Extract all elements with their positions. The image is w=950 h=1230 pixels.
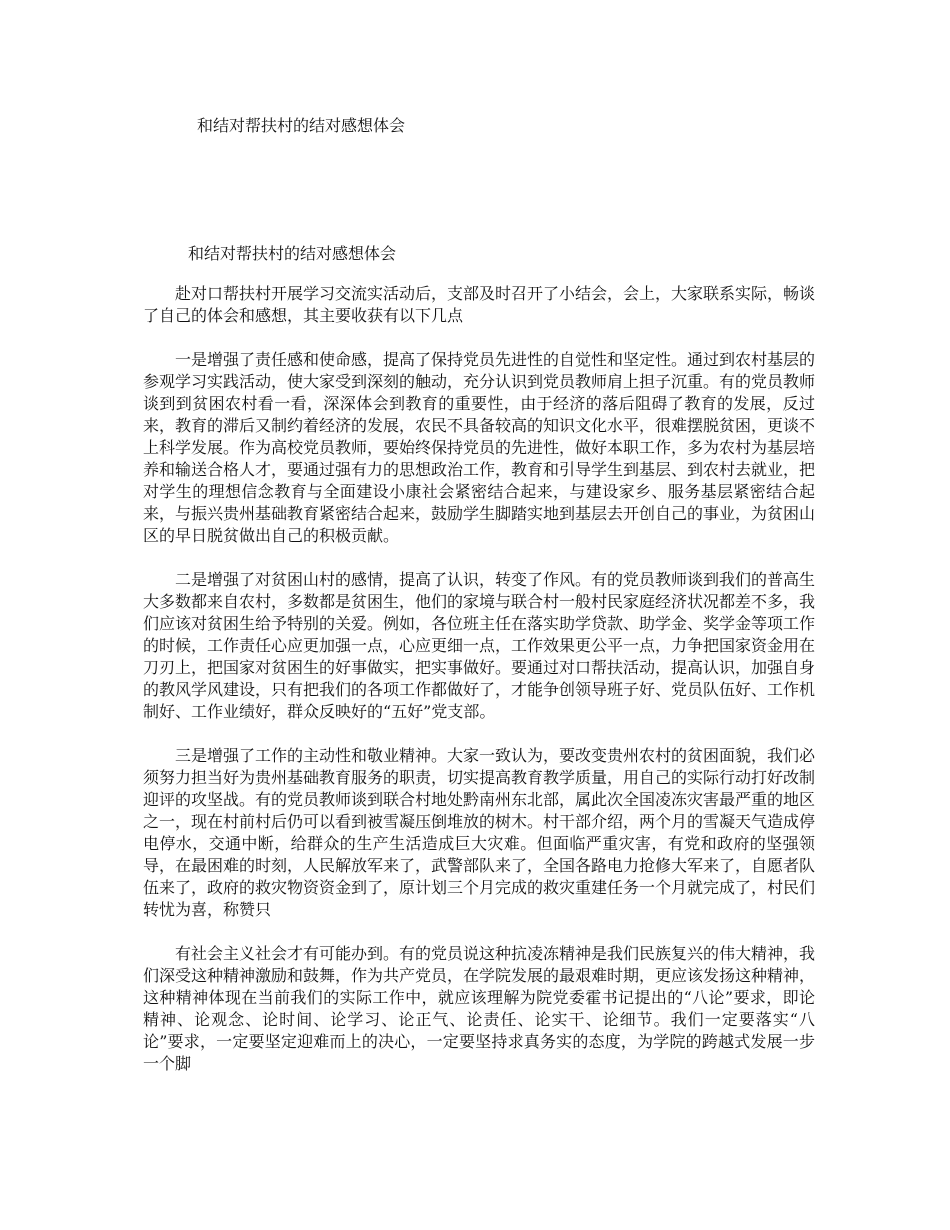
paragraph-point-2: 二是增强了对贫困山村的感情，提高了认识，转变了作风。有的党员教师谈到我们的普高生大多数都来自农村，多数都是贫困生，他们的家境与联合村一般村民家庭经济状况都差不多，我们应该对贫困生给予特别的关爱。例如，各位班主任在落实助学贷款、助学金、奖学金等项工作的时候，工作责任心应更加强一点，心应更细一点，工作效果更公平一点，力争把国家资金用在刀刃上，把国家对贫困生的好事做实，把实事做好。要通过对口帮扶活动，提高认识，加强自身的教风学风建设，只有把我们的各项工作都做好了，才能争创领导班子好、党员队伍好、工作机制好、工作业绩好，群众反映好的“五好”党支部。 xyxy=(143,570,816,721)
header-title: 和结对帮扶村的结对感想体会 xyxy=(197,116,406,135)
paragraph-point-1: 一是增强了责任感和使命感，提高了保持党员先进性的自觉性和坚定性。通过到农村基层的参观学习实践活动，使大家受到深刻的触动，充分认识到党员教师肩上担子沉重。有的党员教师谈到到贫困农村看一看，深深体会到教育的重要性，由于经济的落后阻碍了教育的发展，反过来，教育的滞后又制约着经济的发展，农民不具备较高的知识文化水平，很难摆脱贫困，更谈不上科学发展。作为高校党员教师，要始终保持党员的先进性，做好本职工作，多为农村为基层培养和输送合格人才，要通过强有力的思想政治工作，教育和引导学生到基层、到农村去就业，把对学生的理想信念教育与全面建设小康社会紧密结合起来，与建设家乡、服务基层紧密结合起来，与振兴贵州基础教育紧密结合起来，鼓励学生脚踏实地到基层去开创自己的事业，为贫困山区的早日脱贫做出自己的积极贡献。 xyxy=(143,350,816,545)
document-title: 和结对帮扶村的结对感想体会 xyxy=(188,244,397,263)
paragraph-intro: 赴对口帮扶村开展学习交流实活动后，支部及时召开了小结会，会上，大家联系实际，畅谈了自己的体会和感想，其主要收获有以下几点 xyxy=(143,284,816,325)
document-body xyxy=(143,283,815,1097)
paragraph-continuation: 有社会主义社会才有可能办到。有的党员说这种抗凌冻精神是我们民族复兴的伟大精神，我们深受这种精神激励和鼓舞，作为共产党员，在学院发展的最艰难时期，更应该发扬这种精神，这种精神体现在当前我们的实际工作中，就应该理解为院党委霍书记提出的“八论”要求，即论精神、论观念、论时间、论学习、论正气、论责任、论实干、论细节。我们一定要落实“八论”要求，一定要坚定迎难而上的决心，一定要坚持求真务实的态度，为学院的跨越式发展一步一个脚 xyxy=(143,944,816,1073)
paragraph-point-3: 三是增强了工作的主动性和敬业精神。大家一致认为，要改变贵州农村的贫困面貌，我们必须努力担当好为贵州基础教育服务的职责，切实提高教育教学质量，用自己的实际行动打好改制迎评的攻坚战。有的党员教师谈到联合村地处黔南州东北部，属此次全国凌冻灾害最严重的地区之一，现在村前村后仍可以看到被雪凝压倒堆放的树木。村干部介绍，两个月的雪凝天气造成停电停水，交通中断，给群众的生产生活造成巨大灾难。但面临严重灾害，有党和政府的坚强领导，在最困难的时刻，人民解放军来了，武警部队来了，全国各路电力抢修大军来了，自愿者队伍来了，政府的救灾物资资金到了，原计划三个月完成的救灾重建任务一个月就完成了，村民们转忧为喜，称赞只 xyxy=(143,746,816,919)
